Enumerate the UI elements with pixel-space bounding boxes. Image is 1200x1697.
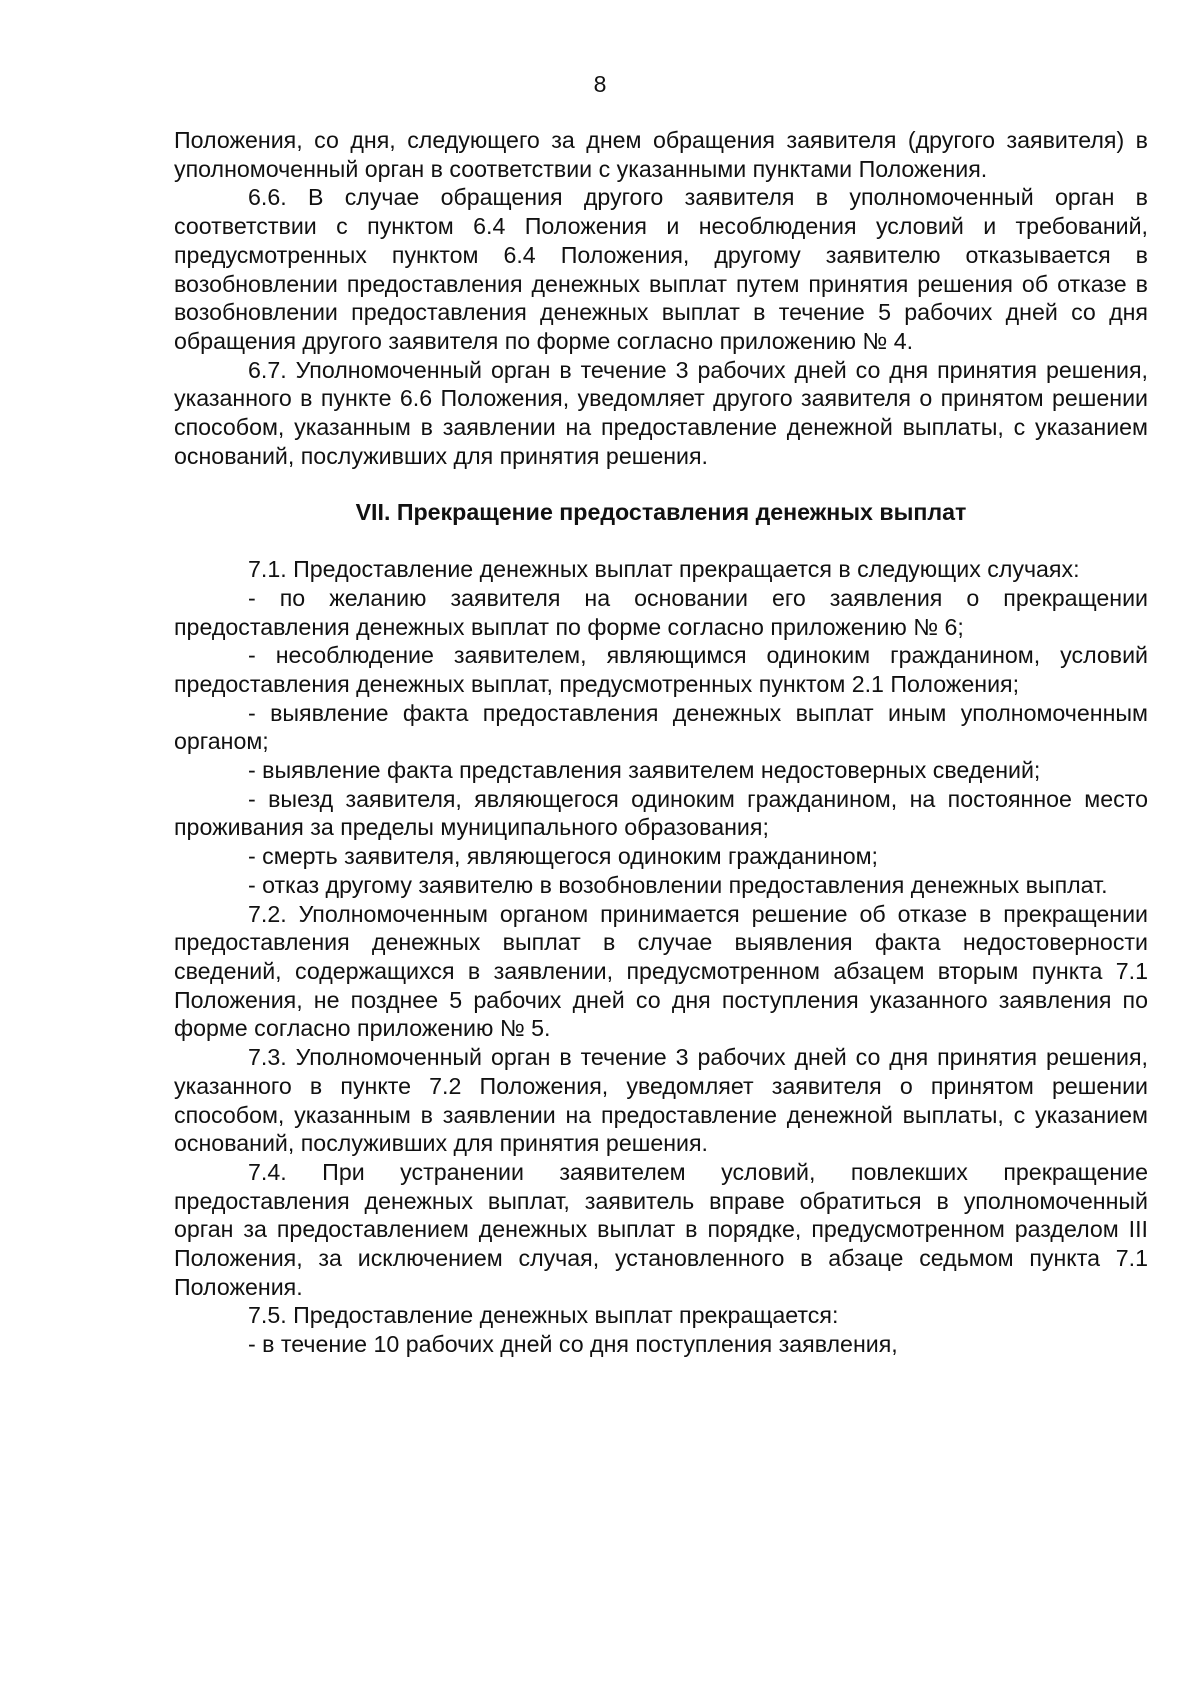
document-body xyxy=(174,126,1148,1359)
list-item: - по желанию заявителя на основании его заявления о прекращении предоставления денежных выплат по форме согласно приложению № 6; xyxy=(174,584,1148,640)
list-item: - смерть заявителя, являющегося одиноким гражданином; xyxy=(248,843,878,870)
list-item: - выявление факта представления заявителем недостоверных сведений; xyxy=(248,757,1041,784)
paragraph-6-7: 6.7. Уполномоченный орган в течение 3 рабочих дней со дня принятия решения, указанного в пункте 6.6 Положения, уведомляет другого заявителя о принятом решении способом, указанным в заявлении на предоставление денежной выплаты, с указанием оснований, послуживших для принятия решения. xyxy=(174,356,1148,469)
paragraph-7-4: 7.4. При устранении заявителем условий, повлекших прекращение предоставления денежных выплат, заявитель вправе обратиться в уполномоченный орган за предоставлением денежных выплат в порядке, предусмотренном разделом III Положения, за исключением случая, установленного в абзаце седьмом пункта 7.1 Положения. xyxy=(174,1158,1148,1300)
paragraph-7-5: 7.5. Предоставление денежных выплат прекращается: xyxy=(248,1302,839,1329)
paragraph-7-2: 7.2. Уполномоченным органом принимается решение об отказе в прекращении предоставления денежных выплат в случае выявления факта недостоверности сведений, содержащихся в заявлении, предусмотренном абзацем вторым пункта 7.1 Положения, не позднее 5 рабочих дней со дня поступления указанного заявления по форме согласно приложению № 5. xyxy=(174,900,1148,1042)
list-item: - несоблюдение заявителем, являющимся одиноким гражданином, условий предоставления денежных выплат, предусмотренных пунктом 2.1 Положения; xyxy=(174,642,1148,697)
list-item: - отказ другому заявителю в возобновлении предоставления денежных выплат. xyxy=(248,871,1108,898)
list-item: - выявление факта предоставления денежных выплат иным уполномоченным органом; xyxy=(174,699,1148,755)
paragraph-7-1: 7.1. Предоставление денежных выплат прекращается в следующих случаях: xyxy=(248,556,1080,583)
paragraph-continuation: Положения, со дня, следующего за днем обращения заявителя (другого заявителя) в уполномоченный орган в соответствии с указанными пунктами Положения. xyxy=(174,127,1148,182)
page-number: 8 xyxy=(593,71,607,97)
list-item: - в течение 10 рабочих дней со дня поступления заявления, xyxy=(248,1331,898,1358)
paragraph-7-3: 7.3. Уполномоченный орган в течение 3 рабочих дней со дня принятия решения, указанного в пункте 7.2 Положения, уведомляет заявителя о принятом решении способом, указанным в заявлении на предоставление денежной выплаты, с указанием оснований, послуживших для принятия решения. xyxy=(174,1044,1148,1157)
section-heading-vii: VII. Прекращение предоставления денежных выплат xyxy=(355,499,967,526)
paragraph-6-6: 6.6. В случае обращения другого заявителя в уполномоченный орган в соответствии с пунктом 6.4 Положения и несоблюдения условий и требований, предусмотренных пунктом 6.4 Положения, другому заявителю отказывается в возобновлении предоставления денежных выплат путем принятия решения об отказе в возобновлении предоставления денежных выплат в течение 5 рабочих дней со дня обращения другого заявителя по форме согласно приложению № 4. xyxy=(174,184,1148,354)
list-item: - выезд заявителя, являющегося одиноким гражданином, на постоянное место проживания за пределы муниципального образования; xyxy=(174,785,1148,841)
